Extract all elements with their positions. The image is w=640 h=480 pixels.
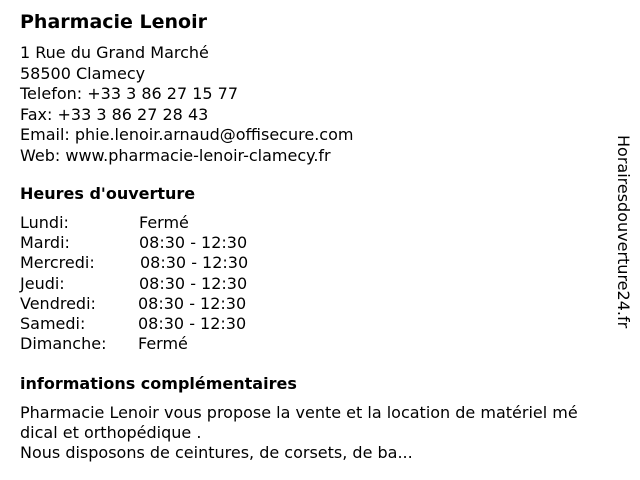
page-title: Pharmacie Lenoir — [20, 11, 207, 33]
brand-text: Horairesdouverture24.fr — [614, 135, 633, 329]
time-value: 08:30 - 12:30 — [139, 273, 248, 293]
info-heading: informations complémentaires — [20, 374, 297, 393]
info-description — [20, 403, 630, 463]
day-label: Vendredi: — [20, 293, 96, 313]
address-city: 58500 Clamecy — [20, 63, 146, 83]
day-label: Mercredi: — [20, 253, 95, 273]
address-street: 1 Rue du Grand Marché — [20, 43, 209, 62]
day-label: Lundi: — [20, 213, 69, 232]
time-value: Fermé — [139, 213, 189, 232]
time-value: 08:30 - 12:30 — [139, 233, 248, 253]
day-label: Dimanche: — [20, 334, 107, 354]
description-line: Pharmacie Lenoir vous propose la vente et la location de matériel mé — [20, 403, 578, 422]
time-value: Fermé — [138, 334, 188, 354]
time-value: 08:30 - 12:30 — [138, 293, 247, 313]
phone-line: Telefon: +33 3 86 27 15 77 — [20, 84, 239, 103]
fax-line: Fax: +33 3 86 27 28 43 — [20, 104, 209, 124]
time-value: 08:30 - 12:30 — [138, 313, 247, 333]
description-line: dical et orthopédique . — [20, 423, 202, 442]
day-label: Samedi: — [20, 313, 86, 333]
description-line: Nous disposons de ceintures, de corsets, de ba... — [20, 443, 413, 462]
contact-block — [20, 43, 353, 166]
day-label: Jeudi: — [20, 273, 65, 293]
time-value: 08:30 - 12:30 — [140, 253, 249, 273]
web-line: Web: www.pharmacie-lenoir-clamecy.fr — [20, 145, 331, 165]
day-label: Mardi: — [20, 233, 70, 253]
brand-watermark — [612, 135, 634, 345]
email-line: Email: phie.lenoir.arnaud@offisecure.com — [20, 125, 354, 144]
hours-heading: Heures d'ouverture — [20, 184, 196, 203]
